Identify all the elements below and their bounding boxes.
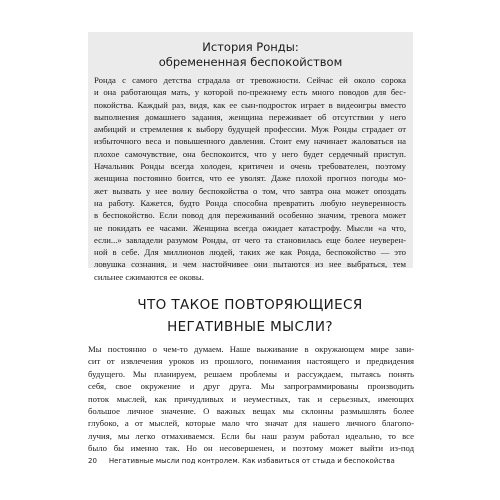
text-line: себя, свое окружение и друг друга. Мы запрограммированы производить xyxy=(88,381,414,392)
text-line: амбиций и стремления к выбору будущей профессии. Муж Ронды страдает от xyxy=(94,124,406,135)
text-line: в беспокойство. Если повод для переживаний особенно значим, тревога может xyxy=(94,210,406,221)
text-line: не покидать ее часами. Женщина всегда ожидает катастрофу. Мысли «а что, xyxy=(94,222,406,233)
text-line: жет вызвать у нее волну беспокойства о том, что завтра она может опоздать xyxy=(94,185,406,196)
sidebar-story-text xyxy=(94,74,406,283)
sidebar-title xyxy=(88,40,413,70)
text-line: ловушка сознания, и чем настойчивее они пытаются из нее выбраться, тем xyxy=(94,259,406,270)
text-line: покойства. Каждый раз, видя, как ее сын-подросток играет в видеоигры вместо xyxy=(94,99,406,110)
sidebar-title-line-1: История Ронды: xyxy=(202,40,299,54)
text-line: глубоко, а от мыслей, которые мало что значат для нашего личного благопо- xyxy=(88,418,414,429)
text-line: и она работающая мать, у которой по-прежнему есть много поводов для бес- xyxy=(94,87,406,98)
text-line: будущего. Мы планируем, решаем проблемы и рассуждаем, пытаясь понять xyxy=(88,368,414,379)
text-line: женщина постоянно боится, что ее уволят. Даже плохой прогноз погоды мо- xyxy=(94,173,406,184)
text-line: если...» завладели разумом Ронды, от чего та становилась еще более неуверен- xyxy=(94,234,406,245)
text-line: большое личное значение. О важных вещах мы склонны размышлять более xyxy=(88,406,414,417)
text-line: было бы именно так. Но он несовершенен, и поэтому может выйти из-под xyxy=(88,443,414,454)
text-line: плохое самочувствие, она беспокоится, что у него будет сердечный приступ. xyxy=(94,148,406,159)
text-line: лучия, мы легко отмахиваемся. Если бы наш разум работал идеально, то все xyxy=(88,430,414,441)
body-text xyxy=(88,343,414,455)
section-heading-line-1: ЧТО ТАКОЕ ПОВТОРЯЮЩИЕСЯ xyxy=(137,297,363,313)
page-footer xyxy=(88,457,414,465)
text-line: поток мыслей, как причудливых и неуместных, так и серьезных, имеющих xyxy=(88,393,414,404)
text-line: Начальник Ронды всегда холоден, критичен и очень требователен, поэтому xyxy=(94,161,406,172)
text-line: на работу. Кажется, будто Ронда способна превратить любую неуверенность xyxy=(94,197,406,208)
running-title: Негативные мысли под контролем. Как избавиться от стыда и беспокойства xyxy=(108,457,395,465)
text-line: сильнее сжимаются ее оковы. xyxy=(94,271,204,282)
page-number: 20 xyxy=(88,457,97,465)
section-heading xyxy=(60,294,440,338)
section-heading-line-2: НЕГАТИВНЫЕ МЫСЛИ? xyxy=(167,319,333,335)
text-line: выполнения домашнего задания, женщина переживает об отсутствии у него xyxy=(94,111,406,122)
text-line: Ронда с самого детства страдала от тревожности. Сейчас ей около сорока xyxy=(94,75,406,85)
sidebar-title-line-2: обремененная беспокойством xyxy=(158,55,343,69)
text-line: избыточного веса и повышенного давления. Стоит ему начинает жаловаться на xyxy=(94,136,406,147)
text-line: ной в себе. Для миллионов людей, таких же как Ронда, беспокойство — это xyxy=(94,247,406,258)
text-line: Мы постоянно о чем-то думаем. Наше выживание в окружающем мире зави- xyxy=(88,344,414,354)
text-line: сит от извлечения уроков из прошлого, понимания настоящего и предвидения xyxy=(88,356,414,367)
